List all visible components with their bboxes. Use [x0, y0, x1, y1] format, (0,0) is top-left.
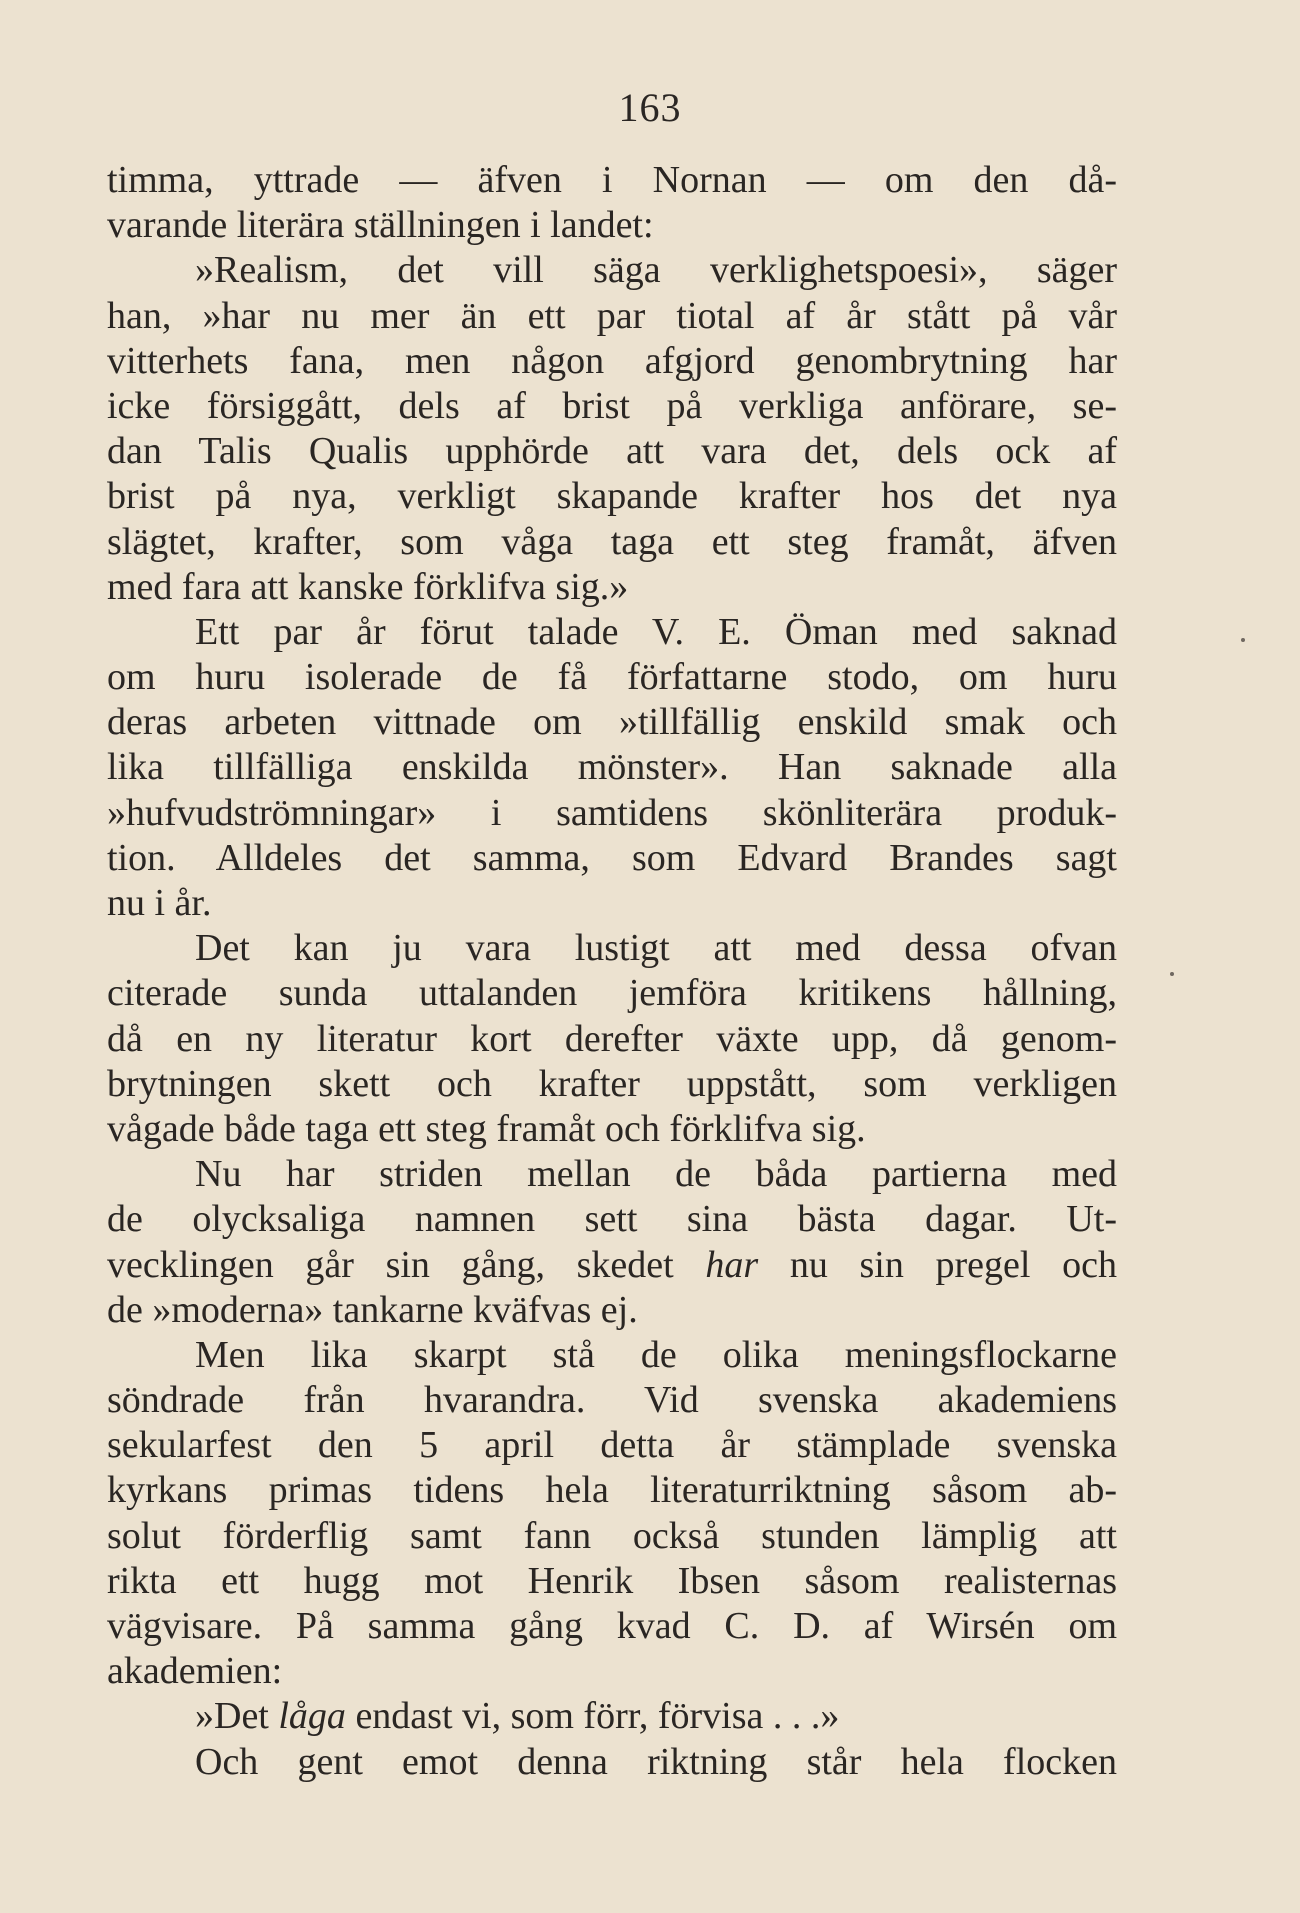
text-line: »Realism, det vill säga verklighetspoesi», säger: [195, 249, 1117, 292]
text-line: vågade både taga ett steg framåt och förklifva sig.: [107, 1107, 866, 1150]
text-line: citerade sunda uttalanden jemföra kritikens hållning,: [107, 972, 1117, 1015]
text-line: Nu har striden mellan de båda partierna med: [195, 1153, 1117, 1196]
print-speck: [1170, 972, 1174, 976]
text-line: söndrade från hvarandra. Vid svenska akademiens: [107, 1379, 1117, 1422]
text-line: slägtet, krafter, som våga taga ett steg framåt, äfven: [107, 520, 1117, 563]
text-line: han, »har nu mer än ett par tiotal af år stått på vår: [107, 294, 1117, 337]
text-line: nu i år.: [107, 882, 212, 924]
text-line: om huru isolerade de få författarne stodo, om huru: [107, 656, 1117, 699]
text-line: de olycksaliga namnen sett sina bästa dagar. Ut-: [107, 1198, 1117, 1241]
italic-word: har: [705, 1243, 759, 1286]
text-line: Och gent emot denna riktning står hela flocken: [195, 1740, 1117, 1783]
text-line: Ett par år förut talade V. E. Öman med saknad: [195, 610, 1117, 653]
text-line: vägvisare. På samma gång kvad C. D. af Wirsén om: [107, 1605, 1117, 1647]
text-line: icke försiggått, dels af brist på verkliga anförare, se-: [107, 384, 1117, 427]
text-line: då en ny literatur kort derefter växte upp, då genom-: [107, 1017, 1117, 1060]
text-line: brist på nya, verkligt skapande krafter hos det nya: [107, 475, 1117, 518]
text-line: »Det låga endast vi, som förr, förvisa . . .»: [195, 1695, 840, 1738]
page-number: 163: [618, 85, 682, 130]
text-line: kyrkans primas tidens hela literaturriktning såsom ab-: [107, 1469, 1117, 1512]
text-line: dan Talis Qualis upphörde att vara det, dels ock af: [107, 430, 1117, 473]
text-line: vitterhets fana, men någon afgjord genombrytning har: [107, 339, 1117, 382]
text-line: rikta ett hugg mot Henrik Ibsen såsom realisternas: [107, 1559, 1117, 1602]
text-line: vecklingen går sin gång, skedet har nu sin pregel och: [107, 1243, 1118, 1286]
text-line: deras arbeten vittnade om »tillfällig enskild smak och: [107, 701, 1117, 744]
text-line: lika tillfälliga enskilda mönster». Han saknade alla: [107, 746, 1117, 789]
text-line: »hufvudströmningar» i samtidens skönliterära produk-: [107, 791, 1117, 834]
text-line: sekularfest den 5 april detta år stämplade svenska: [107, 1424, 1117, 1467]
text-line: brytningen skett och krafter uppstått, som verkligen: [107, 1062, 1117, 1105]
text-line: Det kan ju vara lustigt att med dessa ofvan: [195, 927, 1117, 970]
body-text: [107, 158, 1117, 1785]
italic-word: låga: [278, 1695, 346, 1738]
text-line: med fara att kanske förklifva sig.»: [107, 565, 629, 608]
text-line: timma, yttrade — äfven i Nornan — om den då-: [107, 159, 1117, 201]
text-line: akademien:: [107, 1650, 283, 1693]
text-line: tion. Alldeles det samma, som Edvard Brandes sagt: [107, 836, 1117, 879]
text-line: de »moderna» tankarne kväfvas ej.: [107, 1288, 638, 1331]
text-line: solut förderflig samt fann också stunden lämplig att: [107, 1514, 1117, 1557]
text-line: Men lika skarpt stå de olika meningsflockarne: [195, 1333, 1117, 1376]
text-line: varande literära ställningen i landet:: [107, 204, 654, 247]
print-speck: [1241, 638, 1245, 642]
